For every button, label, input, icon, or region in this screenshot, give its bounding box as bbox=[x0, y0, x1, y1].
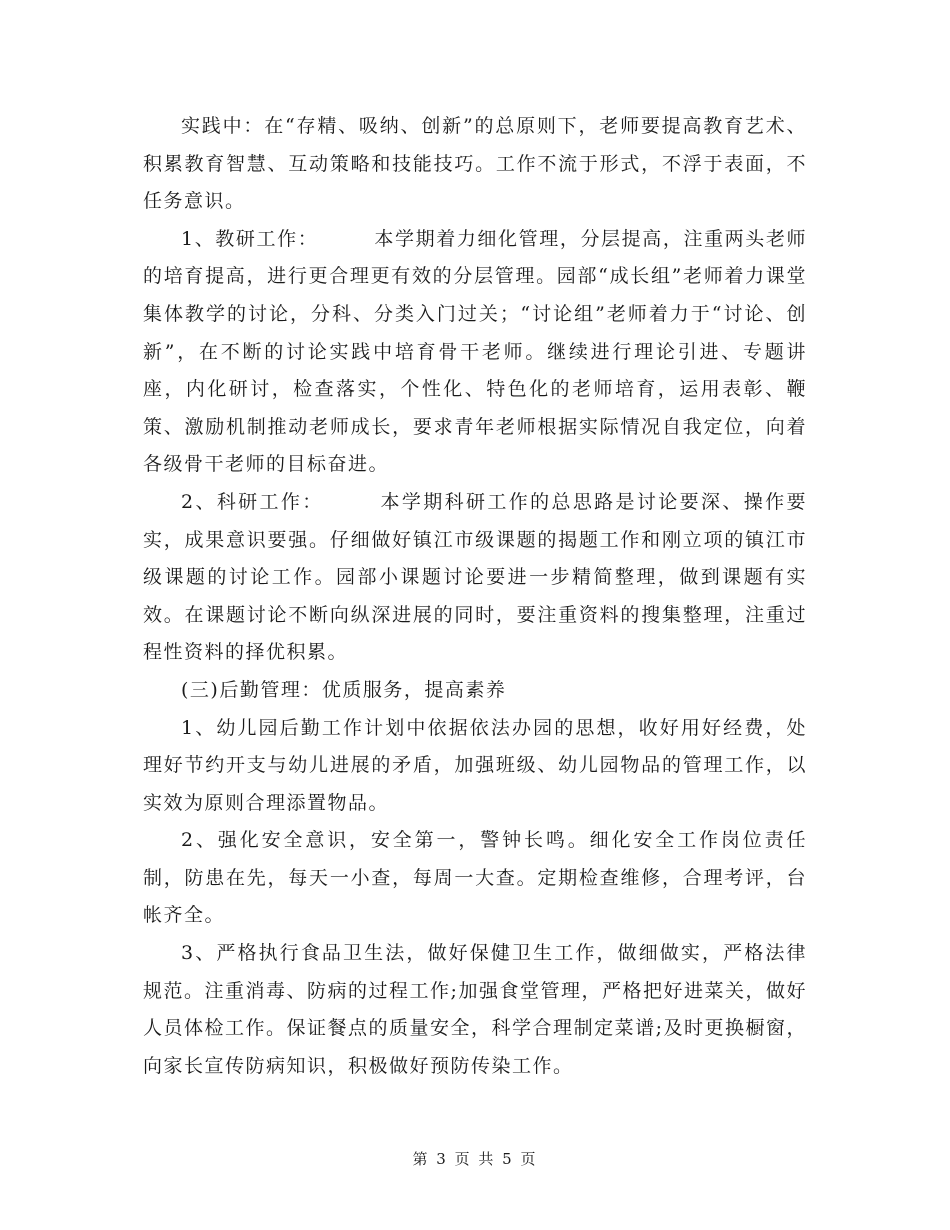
paragraph-prefix: 2、科研工作： bbox=[181, 490, 324, 513]
paragraph-logistics-3 bbox=[143, 935, 807, 1085]
paragraph-text: 实践中：在“存精、吸纳、创新”的总原则下，老师要提高教育艺术、积累教育智慧、互动策略和技能技巧。工作不流于形式，不浮于表面，不任务意识。 bbox=[143, 115, 807, 213]
page-footer bbox=[0, 1148, 950, 1169]
paragraph-text: 本学期科研工作的总思路是讨论要深、操作要实，成果意识要强。仔细做好镇江市级课题的揭题工作和刚立项的镇江市级课题的讨论工作。园部小课题讨论要进一步精简整理，做到课题有实效。在课题讨论不断向纵深进展的同时，要注重资料的搜集整理，注重过程性资料的择优积累。 bbox=[143, 490, 807, 664]
paragraph-scientific-research bbox=[143, 484, 807, 672]
section-heading-logistics bbox=[143, 672, 807, 710]
paragraph-prefix: 1、教研工作： bbox=[181, 227, 319, 250]
paragraph-teaching-research bbox=[143, 221, 807, 484]
paragraph-logistics-2 bbox=[143, 822, 807, 935]
paragraph-logistics-1 bbox=[143, 710, 807, 823]
paragraph-text: 2、强化安全意识，安全第一，警钟长鸣。细化安全工作岗位责任制，防患在先，每天一小查，每周一大查。定期检查维修，合理考评，台帐齐全。 bbox=[143, 829, 807, 927]
document-body bbox=[143, 108, 807, 1085]
paragraph-practice bbox=[143, 108, 807, 221]
paragraph-text: 1、幼儿园后勤工作计划中依据依法办园的思想，收好用好经费，处理好节约开支与幼儿进展的矛盾，加强班级、幼儿园物品的管理工作，以实效为原则合理添置物品。 bbox=[143, 716, 807, 814]
heading-text: (三)后勤管理：优质服务，提高素养 bbox=[181, 678, 507, 701]
paragraph-text: 3、严格执行食品卫生法，做好保健卫生工作，做细做实，严格法律规范。注重消毒、防病的过程工作;加强食堂管理，严格把好进菜关，做好人员体检工作。保证餐点的质量安全，科学合理制定菜谱;及时更换橱窗，向家长宣传防病知识，积极做好预防传染工作。 bbox=[143, 942, 807, 1077]
paragraph-text: 本学期着力细化管理，分层提高，注重两头老师的培育提高，进行更合理更有效的分层管理。园部“成长组”老师着力课堂集体教学的讨论，分科、分类入门过关；“讨论组”老师着力于“讨论、创新”，在不断的讨论实践中培育骨干老师。继续进行理论引进、专题讲座，内化研讨，检查落实，个性化、特色化的老师培育，运用表彰、鞭策、激励机制推动老师成长，要求青年老师根据实际情况自我定位，向着各级骨干老师的目标奋进。 bbox=[143, 227, 807, 476]
page-number-label: 第 3 页 共 5 页 bbox=[412, 1150, 538, 1168]
